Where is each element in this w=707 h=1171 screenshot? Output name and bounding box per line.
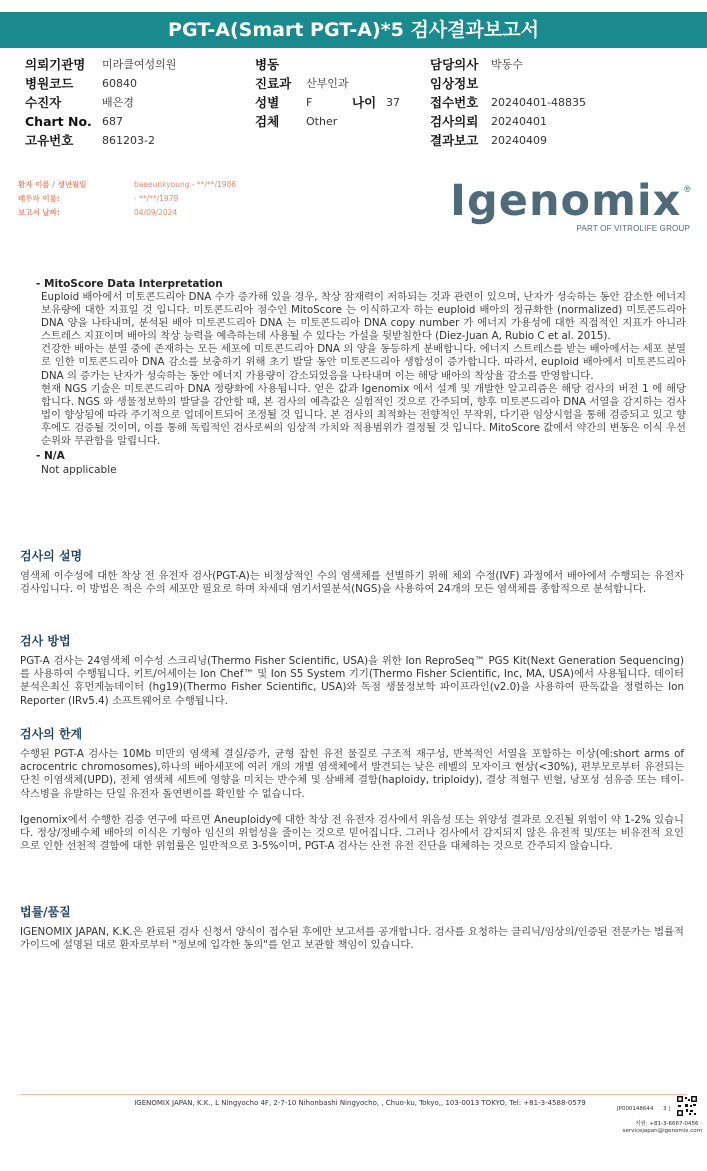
patient-name-label: 환자 이름 / 생년월일 xyxy=(18,180,87,189)
sex-label: 성별 xyxy=(255,95,280,110)
section-title: 검사의 한계 xyxy=(20,727,83,741)
institution-value: 미라클여성의원 xyxy=(102,58,177,71)
info-row-4 xyxy=(0,112,707,131)
clinical-info-label: 임상정보 xyxy=(430,76,479,91)
mitoscore-paragraph: 건강한 배아는 분열 중에 존재하는 모든 세포에 미토콘드리아 DNA 의 양을 동등하게 분배합니다. 에너지 스트레스를 받는 배아에서는 세포 분열로 인한 미토콘드리아 DNA 감소를 보충하기 위해 초기 발달 동안 미토콘드리아 생합성이 증가합니다. 따라서, euploid 배아에서 미토콘드리아 DNA 의 증가는 난자가 성숙하는 동안 에너지 가용량이 감소되었음을 나타내며 이는 해당 배아의 착상율 감소를 반영합니다. xyxy=(41,343,686,382)
footer-document-code: JP000148644 xyxy=(617,1106,654,1112)
spouse-label: 배우자 이름: xyxy=(18,194,60,203)
mitoscore-section xyxy=(36,278,686,478)
info-table xyxy=(0,55,707,150)
qr-code-icon xyxy=(677,1096,697,1116)
request-label: 검사의뢰 xyxy=(430,114,479,129)
unique-value: 861203-2 xyxy=(102,134,155,147)
receipt-label: 접수번호 xyxy=(430,95,479,110)
report-title: PGT-A(Smart PGT-A)*5 검사결과보고서 xyxy=(0,12,707,48)
section-title: 검사 방법 xyxy=(20,634,71,648)
section-legal xyxy=(20,903,684,952)
patient-name-value: baeeunkyoung - **/**/1986 xyxy=(134,180,237,189)
info-row-3 xyxy=(0,93,707,112)
section-title: 검사의 설명 xyxy=(20,549,83,563)
patient-summary xyxy=(18,178,278,220)
registered-mark: ® xyxy=(684,184,691,194)
info-row-2 xyxy=(0,74,707,93)
mitoscore-heading: - MitoScore Data Interpretation xyxy=(36,278,223,290)
section-body: Igenomix에서 수행한 검증 연구에 따르면 Aneuploidy에 대한 착상 전 유전자 검사에서 위음성 또는 위양성 결과로 오진될 위험이 약 1-2% 있습니다. 정상/정배수체 배아의 이식은 기형아 임신의 위험성을 줄이는 것으로 믿어집니다. 그러나 검사에서 감지되지 않은 유전적 및/또는 비유전적 요인으로 인한 선천적 결함에 대한 위험률은 일반적으로 3-5%이며, PGT-A 검사는 산전 유전 진단을 대체하는 것으로 간주되지 않습니다. xyxy=(20,813,684,853)
spouse-value: - **/**/1979 xyxy=(134,194,179,203)
chart-value: 687 xyxy=(102,115,123,128)
report-date-value: 04/09/2024 xyxy=(134,208,178,217)
info-row-5 xyxy=(0,131,707,150)
unique-label: 고유번호 xyxy=(25,133,74,148)
result-label: 결과보고 xyxy=(430,133,479,148)
section-description xyxy=(20,547,684,596)
age-label: 나이 xyxy=(352,95,377,110)
chart-label: Chart No. xyxy=(25,114,92,129)
section-body: 수행된 PGT-A 검사는 10Mb 미만의 염색체 결실/증가, 균형 잡힌 유전 물질로 구조적 재구성, 반복적인 서열을 포함하는 이상(예:short arms of acrocentric chromosomes),하나의 배아세포에 여러 개의 개별 염색체에서 발견되는 낮은 레벨의 모자이크 현상(<30%), 편부모로부터 유전되는 단친 이염색체(UPD), 전체 염색체 세트에 영향을 미치는 반수체 및 삼배체 결함(haploidy, triploidy), 결상 적혈구 빈혈, 낭포성 섬유증 또는 테이-삭스병을 유발하는 단일 유전자 돌연변이를 확인할 수 없습니다. xyxy=(20,748,684,800)
specimen-label: 검체 xyxy=(255,114,280,129)
spouse-row xyxy=(18,192,278,206)
specimen-value: Other xyxy=(306,115,338,128)
section-limits xyxy=(20,725,684,853)
footer-email[interactable]: servicejapan@igenomix.com xyxy=(622,1128,702,1134)
na-heading: - N/A xyxy=(36,450,65,463)
patient-name-row xyxy=(18,178,278,192)
logo-wordmark: Igenomix xyxy=(450,176,682,226)
section-body: IGENOMIX JAPAN, K.K.은 완료된 검사 신청서 양식이 접수된 후에만 보고서를 공개합니다. 검사를 요청하는 클리닉/임상의/인증된 전문가는 법률적 가이드에 설명된 대로 환자로부터 "정보에 입각한 동의"를 얻고 보관할 책임이 있습니다. xyxy=(20,926,685,952)
mitoscore-paragraph: 현재 NGS 기술은 미토콘드리아 DNA 정량화에 사용됩니다. 얻은 값과 Igenomix 에서 설계 및 개발한 알고리즘은 해당 검사의 버전 1 에 해당합니다. NGS 와 생물정보학의 발달을 감안할 때, 본 검사의 예측값은 실험적인 것으로 간주되며, 향후 미토콘드리아 DNA 서열을 감지하는 검사법이 향상됨에 따라 주기적으로 업데이트되어 조정될 것 입니다. 본 검사의 최적화는 전향적인 무작위, 다기관 임상시험을 통해 검증되고 있고 향후에도 검증될 것이며, 이를 통해 독립적인 검사로써의 임상적 가치와 적용범위가 결정될 것 입니다. MitoScore 값에서 약간의 변동은 이식 우선순위와 무관함을 알립니다. xyxy=(41,382,686,448)
hospital-code-value: 60840 xyxy=(102,77,137,90)
request-value: 20240401 xyxy=(491,115,547,128)
patient-value: 배은경 xyxy=(102,96,134,109)
mitoscore-paragraph: Euploid 배아에서 미토콘드리아 DNA 수가 증가해 있을 경우, 착상 잠재력이 저하되는 것과 관련이 있으며, 난자가 성숙하는 동안 감소한 에너지 보유량에 대한 지표일 것 입니다. 미토콘드리아 점수인 MitoScore 는 이식하고자 하는 euploid 배아의 정규화한 (normalized) 미토콘드리아 DNA 양을 나타내며, 분석된 배아 미토콘드리아 DNA 는 미토콘드리아 DNA copy number 가 에너지 가용성에 대한 직접적인 지표가 아니라 스트레스 지표이며 배아의 착상 능력을 예측하는데 사용될 수 있다는 가설을 뒷받침한다 (Diez-Juan A, Rubio C et al. 2015). xyxy=(41,291,686,343)
receipt-value: 20240401-48835 xyxy=(491,96,586,109)
footer-address: IGENOMIX JAPAN, K.K., L Ningyocho 4F, 2-7-10 Nihonbashi Ningyocho, , Chuo-ku, Tokyo,, 103-0013 TOKYO, Tel: +81-3-4588-0579 xyxy=(134,1099,586,1107)
na-value: Not applicable xyxy=(41,464,117,477)
footer-contact xyxy=(612,1121,702,1135)
logo-subtitle: PART OF VITROLIFE GROUP xyxy=(576,224,690,233)
hospital-code-label: 병원코드 xyxy=(25,76,74,91)
department-value: 산부인과 xyxy=(306,77,349,90)
section-method xyxy=(20,632,684,708)
doctor-value: 박동수 xyxy=(491,58,523,71)
igenomix-logo xyxy=(450,178,695,240)
report-date-label: 보고서 날짜: xyxy=(18,208,60,217)
section-body: PGT-A 검사는 24염색체 이수성 스크리닝(Thermo Fisher Scientific, USA)을 위한 Ion ReproSeq™ PGS Kit(Next Generation Sequencing)를 사용하여 수행됩니다. 키트/어세이는 Ion Chef™ 및 Ion S5 System 기기(Thermo Fisher Scientific, Inc, MA, USA)에서 사용됩니다. 데이터 분석은최신 휴먼게놈데이터 (hg19)(Thermo Fisher Scientific, USA)와 독점 생물정보학 파이프라인(v2.0)을 사용하여 판독값을 정렬하는 Ion Reporter (IRv5.4) 소프트웨어로 수행됩니다. xyxy=(20,655,684,707)
patient-label: 수진자 xyxy=(25,95,62,110)
doctor-label: 담당의사 xyxy=(430,57,479,72)
info-row-1 xyxy=(0,55,707,74)
age-value: 37 xyxy=(386,96,400,109)
section-body: 염색체 이수성에 대한 착상 전 유전자 검사(PGT-A)는 비정상적인 수의 염색체를 선별하기 위해 체외 수정(IVF) 과정에서 배아에서 수행되는 유전자 검사입니다. 이 방법은 적은 수의 세포만 필요로 하며 차세대 염기서열분석(NGS)을 사용하여 24개의 모든 염색체를 종합적으로 분석합니다. xyxy=(20,570,684,596)
sex-value: F xyxy=(306,96,313,109)
section-title: 법률/품질 xyxy=(20,905,71,919)
report-date-row xyxy=(18,206,278,220)
result-value: 20240409 xyxy=(491,134,547,147)
institution-label: 의뢰기관명 xyxy=(25,57,86,72)
footer-divider xyxy=(20,1094,687,1095)
department-label: 진료과 xyxy=(255,76,292,91)
footer-phone: 지원: +81-3-6667-0456 · xyxy=(635,1121,702,1127)
footer-page-number: 3 | xyxy=(663,1106,671,1112)
ward-label: 병동 xyxy=(255,57,280,72)
